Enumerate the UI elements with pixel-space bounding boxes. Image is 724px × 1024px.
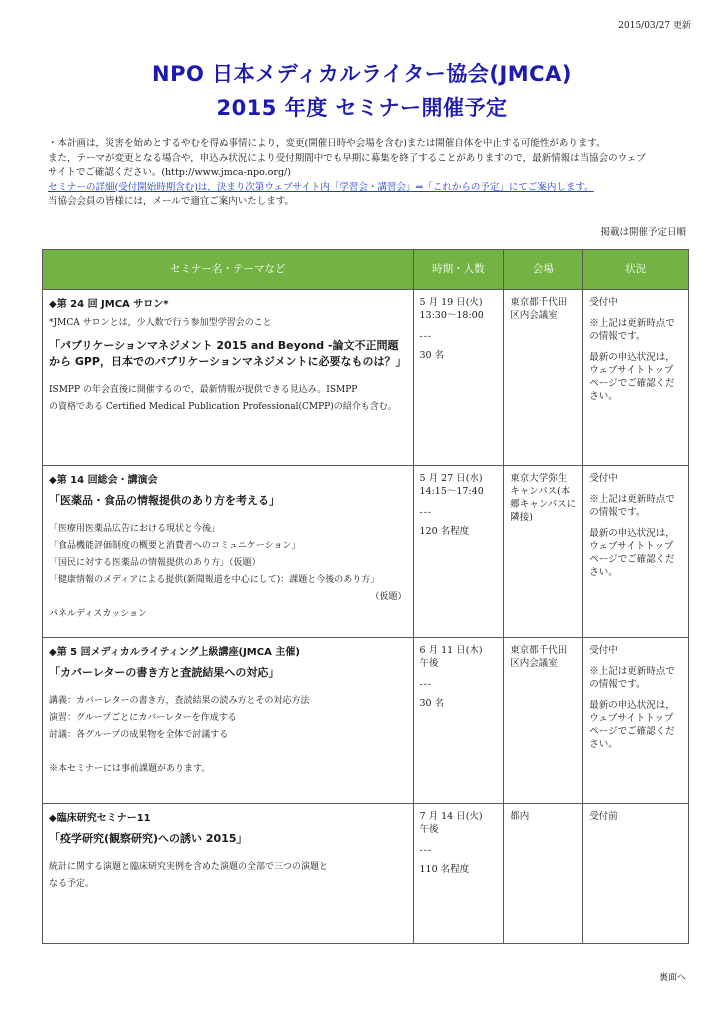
description-line: なる予定。 [49, 879, 95, 889]
seminar-description [49, 693, 407, 778]
description-line [49, 744, 407, 761]
table-row [43, 466, 689, 638]
header-seminar-name: セミナー名・テーマなど [43, 250, 414, 290]
status-text: ※上記は更新時点での情報です。 [589, 318, 675, 342]
description-line: 統計に関する演題と臨床研究実例を含めた演題の全部で三つの演題と [49, 862, 329, 872]
description-line: の資格である Certified Medical Publication Professional(CMPP)の紹介も含む。 [49, 402, 397, 412]
seminar-capacity: 110 名程度 [419, 864, 470, 875]
seminar-note: *JMCA サロンとは，少人数で行う参加型学習会のこと [49, 318, 272, 328]
description-line: （仮題） [370, 592, 407, 602]
page-subtitle: 2015 年度 セミナー開催予定 [216, 96, 508, 120]
description-line: 討議：各グループの成果物を全体で討議する [49, 730, 229, 740]
status-text: 受付中 [589, 645, 618, 656]
status-cell [583, 638, 689, 804]
seminar-detail-link[interactable]: セミナーの詳細(受付開始時期含む)は，決まり次第ウェブサイト内「学習会・講習会」⇒「これからの予定」にてご案内します。 [48, 181, 594, 193]
description-line: パネルディスカッション [49, 609, 148, 619]
separator-dash: --- [419, 507, 433, 518]
intro-line: ・本計画は，災害を始めとするやむを得ぬ事情により，変更(開催日時や会場を含む)または開催自体を中止する可能性があります。 [48, 138, 606, 149]
seminar-time: 午後 [419, 658, 439, 669]
date-cell [413, 804, 504, 944]
date-cell [413, 290, 504, 466]
seminar-time: 午後 [419, 824, 439, 835]
status-cell [583, 804, 689, 944]
seminar-capacity: 120 名程度 [419, 526, 470, 537]
seminar-venue: 東京都千代田区内会議室 [510, 645, 568, 669]
status-text: 受付中 [589, 473, 618, 484]
header-venue: 会場 [504, 250, 583, 290]
update-date: 2015/03/27 更新 [618, 21, 691, 31]
intro-line: サイトでご確認ください。(http://www.jmca-npo.org/) [48, 167, 291, 178]
seminar-cell [43, 466, 414, 638]
page-title: NPO 日本メディカルライター協会(JMCA) [152, 62, 572, 86]
table-row [43, 638, 689, 804]
separator-dash: --- [419, 331, 433, 342]
seminar-capacity: 30 名 [419, 350, 445, 361]
venue-cell [504, 804, 583, 944]
seminar-date: 7 月 14 日(火) [419, 811, 483, 822]
intro-line: また，テーマが変更となる場合や，申込み状況により受付期間中でも早期に募集を終了することがありますので，最新情報は当協会のウェブ [48, 152, 646, 164]
intro-line: 当協会会員の皆様には，メールで適宜ご案内いたします。 [48, 196, 295, 207]
description-line: 講義：カバーレターの書き方，査読結果の読み方とその対応方法 [49, 696, 310, 706]
seminar-title: ◆第 24 回 JMCA サロン* [49, 299, 169, 310]
separator-dash: --- [419, 845, 433, 856]
intro-notes [48, 137, 688, 210]
seminar-date: 5 月 27 日(水) [419, 473, 483, 484]
description-line: 「食品機能評価制度の概要と消費者へのコミュニケーション」 [49, 541, 301, 551]
seminar-venue: 都内 [510, 811, 530, 822]
description-line: ISMPP の年会直後に開催するので，最新情報が提供できる見込み。ISMPP [49, 385, 358, 395]
seminar-theme: 「パブリケーションマネジメント 2015 and Beyond -論文不正問題から GPP，日本でのパブリケーションマネジメントに必要なものは？」 [49, 339, 407, 368]
published-order-note: 掲載は開催予定日順 [600, 227, 686, 238]
seminar-venue: 東京都千代田区内会議室 [510, 297, 568, 321]
table-header-row [43, 250, 689, 290]
next-page-note: 裏面へ [658, 973, 686, 983]
description-line: 「国民に対する医薬品の情報提供のあり方」（仮題） [49, 558, 261, 568]
status-text: ※上記は更新時点での情報です。 [589, 494, 675, 518]
seminar-time: 13:30〜18:00 [419, 310, 484, 321]
seminar-title: ◆第 14 回総会・講演会 [49, 475, 158, 486]
venue-cell [504, 638, 583, 804]
status-cell [583, 290, 689, 466]
separator-dash: --- [419, 679, 433, 690]
seminar-theme: 「カバーレターの書き方と査読結果への対応」 [49, 666, 280, 679]
description-line: 「健康情報のメディアによる提供(新聞報道を中心にして)：課題と今後のあり方」 [49, 575, 380, 585]
seminar-description [49, 521, 407, 623]
status-cell [583, 466, 689, 638]
venue-cell [504, 466, 583, 638]
date-cell [413, 466, 504, 638]
status-text: 最新の申込状況は，ウェブサイトトップページでご確認ください。 [589, 528, 675, 578]
seminar-table [42, 249, 689, 944]
status-text: 最新の申込状況は，ウェブサイトトップページでご確認ください。 [589, 352, 675, 402]
venue-cell [504, 290, 583, 466]
seminar-title: ◆第 5 回メディカルライティング上級講座(JMCA 主催) [49, 647, 300, 658]
header-status: 状況 [583, 250, 689, 290]
description-line: ※本セミナーには事前課題があります。 [49, 764, 211, 774]
table-row [43, 804, 689, 944]
status-text: 受付前 [589, 811, 618, 822]
seminar-title: ◆臨床研究セミナー11 [49, 813, 151, 824]
status-text: 受付中 [589, 297, 618, 308]
status-text: 最新の申込状況は，ウェブサイトトップページでご確認ください。 [589, 700, 675, 750]
description-line: 「医療用医薬品広告における現状と今後」 [49, 524, 221, 534]
seminar-time: 14:15〜17:40 [419, 486, 484, 497]
seminar-description [49, 382, 407, 416]
seminar-cell [43, 804, 414, 944]
status-text: ※上記は更新時点での情報です。 [589, 666, 675, 690]
seminar-theme: 「疫学研究(観察研究)への誘い 2015」 [49, 832, 248, 845]
seminar-date: 5 月 19 日(火) [419, 297, 483, 308]
seminar-cell [43, 638, 414, 804]
description-line: 演習：グループごとにカバーレターを作成する [49, 713, 237, 723]
header-date-capacity: 時期・人数 [413, 250, 504, 290]
seminar-capacity: 30 名 [419, 698, 445, 709]
date-cell [413, 638, 504, 804]
seminar-venue: 東京大学弥生キャンパス(本郷キャンパスに隣接) [510, 473, 577, 523]
seminar-description [49, 859, 407, 893]
seminar-date: 6 月 11 日(木) [419, 645, 483, 656]
seminar-cell [43, 290, 414, 466]
seminar-theme: 「医薬品・食品の情報提供のあり方を考える」 [49, 494, 280, 507]
table-row [43, 290, 689, 466]
